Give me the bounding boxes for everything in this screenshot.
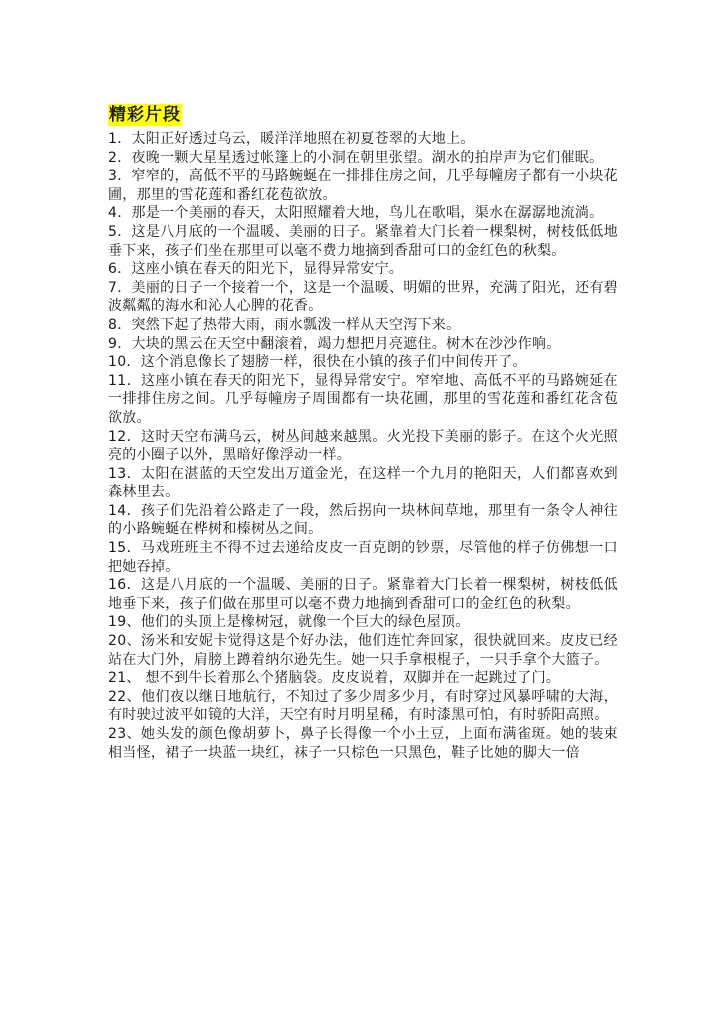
paragraph: 13．太阳在湛蓝的天空发出万道金光，在这样一个九月的艳阳天，人们都喜欢到森林里去。	[108, 465, 618, 501]
paragraph: 8．突然下起了热带大雨，雨水瓢泼一样从天空泻下来。	[108, 316, 461, 333]
paragraph: 19、他们的头顶上是橡树冠，就像一个巨大的绿色屋顶。	[108, 614, 470, 631]
section-heading: 精彩片段	[109, 105, 181, 125]
paragraph: 3．窄窄的，高低不平的马路蜿蜒在一排排住房之间，几乎每幢房子都有一小块花圃，那里的雪花莲和番红花苞欲放。	[108, 168, 618, 203]
paragraph: 12．这时天空布满乌云，树丛间越来越黑。火光投下美丽的影子。在这个火光照亮的小圈子以外，黑暗好像浮动一样。	[108, 428, 618, 464]
paragraph: 16．这是八月底的一个温暖、美丽的日子。紧靠着大门长着一棵梨树，树枝低低地垂下来，孩子们做在那里可以毫不费力地摘到香甜可口的金红色的秋梨。	[108, 577, 618, 612]
paragraph: 10．这个消息像长了翅膀一样，很快在小镇的孩子们中间传开了。	[108, 354, 527, 371]
paragraph: 14．孩子们先沿着公路走了一段，然后拐向一块林间草地，那里有一条令人神往的小路蜿蜒在桦树和榛树丛之间。	[108, 502, 618, 538]
document-page	[108, 104, 618, 762]
paragraph: 20、汤米和安妮卡觉得这是个好办法，他们连忙奔回家，很快就回来。皮皮已经站在大门外，肩膀上蹲着纳尔逊先生。她一只手拿根棍子，一只手拿个大篮子。	[108, 633, 618, 668]
paragraph: 11．这座小镇在春天的阳光下，显得异常安宁。窄窄地、高低不平的马路婉延在一排排住房之间。几乎每幢房子周围都有一块花圃，那里的雪花莲和番红花含苞欲放。	[108, 372, 618, 426]
paragraph: 21、 想不到牛长着那么个猪脑袋。皮皮说着，双脚并在一起跳过了门。	[108, 670, 561, 687]
paragraph: 22、他们夜以继日地航行，不知过了多少周多少月，有时穿过风暴呼啸的大海，有时驶过波平如镜的大洋，天空有时月明星稀，有时漆黑可怕，有时骄阳高照。	[108, 688, 618, 724]
paragraph: 2．夜晚一颗大星星透过帐篷上的小洞在朝里张望。湖水的拍岸声为它们催眠。	[108, 149, 604, 166]
paragraph: 7．美丽的日子一个接着一个，这是一个温暖、明媚的世界，充满了阳光，还有碧波粼粼的海水和沁人心脾的花香。	[108, 279, 618, 315]
paragraph: 4．那是一个美丽的春天，太阳照耀着大地，鸟儿在歌唱，渠水在潺潺地流淌。	[108, 205, 604, 222]
paragraph: 9．大块的黑云在天空中翻滚着，竭力想把月亮遮住。树木在沙沙作响。	[108, 335, 561, 352]
paragraph: 23、她头发的颜色像胡萝卜，鼻子长得像一个小土豆，上面布满雀斑。她的装束相当怪，裙子一块蓝一块红，袜子一只棕色一只黑色，鞋子比她的脚大一倍	[108, 726, 618, 761]
paragraph: 5．这是八月底的一个温暖、美丽的日子。紧靠着大门长着一棵梨树，树枝低低地垂下来，孩子们坐在那里可以毫不费力地摘到香甜可口的金红色的秋梨。	[108, 223, 618, 259]
paragraph: 15．马戏班班主不得不过去递给皮皮一百克朗的钞票，尽管他的样子仿佛想一口把她吞掉。	[108, 540, 618, 575]
paragraph: 6．这座小镇在春天的阳光下，显得异常安宁。	[108, 261, 404, 278]
paragraph: 1．太阳正好透过乌云，暖洋洋地照在初夏苍翠的大地上。	[108, 131, 475, 147]
